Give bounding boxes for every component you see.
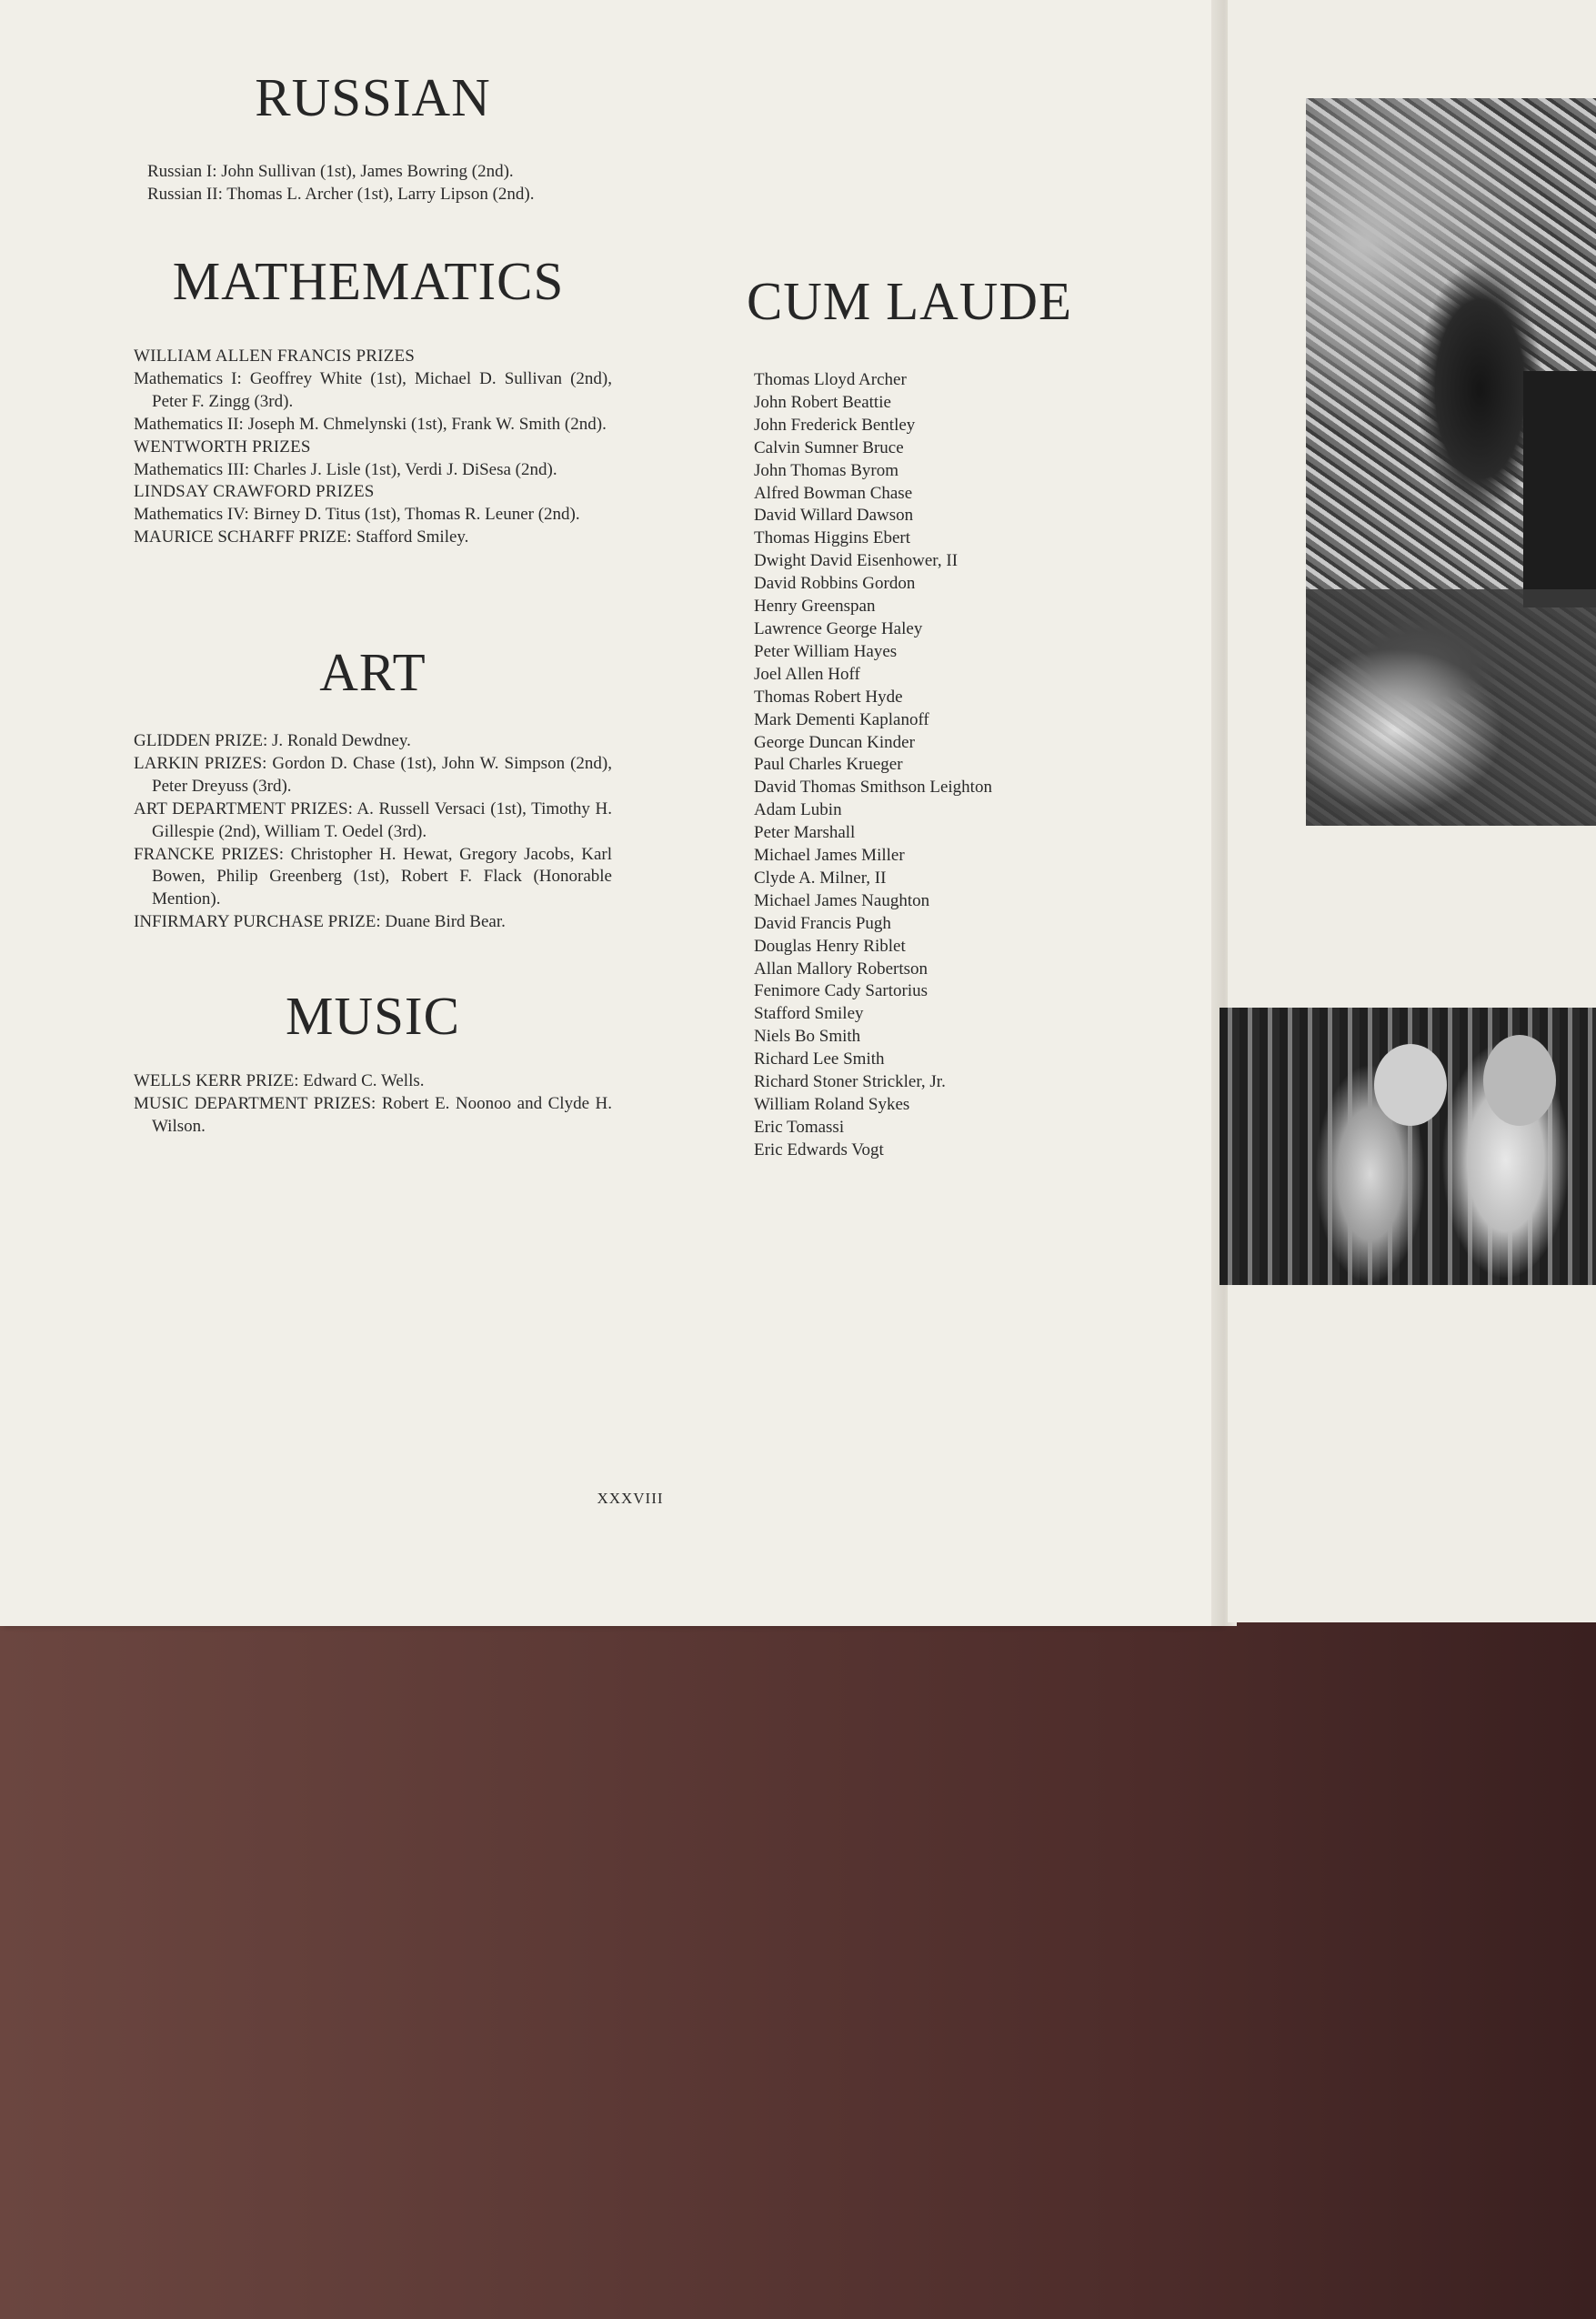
cum-laude-name: David Willard Dawson — [754, 506, 914, 526]
cum-laude-name: David Robbins Gordon — [754, 574, 916, 594]
crowd-shape — [1306, 589, 1596, 826]
cum-laude-list — [754, 369, 992, 1162]
podium-shape — [1523, 371, 1596, 607]
prize-entry: FRANCKE PRIZES: Christopher H. Hewat, Gregory Jacobs, Karl Bowen, Philip Greenberg (1st), Robert F. Flack (Honorable Mention). — [134, 844, 612, 909]
prize-entry: Mathematics I: Geoffrey White (1st), Michael D. Sullivan (2nd), Peter F. Zingg (3rd). — [134, 368, 612, 411]
art-heading: ART — [319, 642, 427, 702]
prize-title: LINDSAY CRAWFORD PRIZES — [134, 482, 375, 502]
cum-laude-name: Richard Stoner Strickler, Jr. — [754, 1072, 946, 1092]
cum-laude-name: Peter Marshall — [754, 823, 856, 843]
music-section — [134, 1070, 612, 1139]
cum-laude-name: William Roland Sykes — [754, 1095, 910, 1114]
cum-laude-name: Lawrence George Haley — [754, 618, 923, 638]
cum-laude-name: Eric Edwards Vogt — [754, 1139, 884, 1160]
cum-laude-name: Henry Greenspan — [754, 597, 876, 617]
russian-section — [147, 161, 620, 206]
prize-entry: WELLS KERR PRIZE: Edward C. Wells. — [134, 1071, 425, 1090]
russian-line: Russian I: John Sullivan (1st), James Bowring (2nd). — [147, 162, 514, 181]
cum-laude-name: Fenimore Cady Sartorius — [754, 981, 928, 1001]
cum-laude-name: Richard Lee Smith — [754, 1049, 885, 1069]
cum-laude-name: John Thomas Byrom — [754, 460, 899, 480]
ceremony-photo — [1306, 98, 1596, 826]
cum-laude-name: Thomas Robert Hyde — [754, 687, 903, 707]
dancer-shape — [1374, 1044, 1447, 1126]
prize-entry: Mathematics III: Charles J. Lisle (1st), Verdi J. DiSesa (2nd). — [134, 459, 557, 479]
prize-entry: GLIDDEN PRIZE: J. Ronald Dewdney. — [134, 731, 411, 750]
cum-laude-name: Thomas Higgins Ebert — [754, 528, 911, 548]
prize-entry: Mathematics IV: Birney D. Titus (1st), Thomas R. Leuner (2nd). — [134, 505, 580, 525]
prize-entry: INFIRMARY PURCHASE PRIZE: Duane Bird Bear. — [134, 912, 506, 932]
page-number: XXXVIII — [597, 1490, 664, 1507]
cum-laude-name: Michael James Miller — [754, 846, 905, 866]
cum-laude-name: John Robert Beattie — [754, 392, 891, 412]
dancer-shape — [1483, 1035, 1556, 1126]
cum-laude-name: Michael James Naughton — [754, 890, 930, 910]
cum-laude-name: David Francis Pugh — [754, 913, 891, 933]
cum-laude-name: Allan Mallory Robertson — [754, 959, 928, 979]
prize-title: WILLIAM ALLEN FRANCIS PRIZES — [134, 346, 416, 366]
cum-laude-name: Mark Dementi Kaplanoff — [754, 709, 929, 729]
cum-laude-name: David Thomas Smithson Leighton — [754, 778, 992, 798]
cum-laude-name: Niels Bo Smith — [754, 1027, 861, 1047]
mathematics-heading: MATHEMATICS — [172, 251, 565, 311]
cum-laude-name: Thomas Lloyd Archer — [754, 370, 907, 389]
cum-laude-name: Alfred Bowman Chase — [754, 483, 913, 503]
cum-laude-name: Eric Tomassi — [754, 1117, 845, 1137]
cum-laude-name: Douglas Henry Riblet — [754, 936, 906, 956]
cum-laude-name: Clyde A. Milner, II — [754, 868, 887, 888]
cum-laude-name: Dwight David Eisenhower, II — [754, 551, 959, 571]
music-heading: MUSIC — [286, 986, 460, 1046]
russian-heading: RUSSIAN — [255, 67, 491, 127]
cum-laude-name: Paul Charles Krueger — [754, 755, 903, 775]
cum-laude-name: Adam Lubin — [754, 800, 842, 820]
prize-entry: Mathematics II: Joseph M. Chmelynski (1st), Frank W. Smith (2nd). — [134, 414, 607, 434]
cum-laude-name: John Frederick Bentley — [754, 415, 916, 435]
cum-laude-name: George Duncan Kinder — [754, 732, 915, 752]
cum-laude-name: Calvin Sumner Bruce — [754, 437, 904, 457]
dance-photo — [1220, 1008, 1596, 1285]
cum-laude-heading: CUM LAUDE — [746, 271, 1073, 331]
cum-laude-name: Stafford Smiley — [754, 1004, 864, 1024]
art-section — [134, 730, 612, 934]
mathematics-section — [134, 346, 612, 549]
russian-line: Russian II: Thomas L. Archer (1st), Larry Lipson (2nd). — [147, 184, 535, 204]
cum-laude-name: Joel Allen Hoff — [754, 664, 860, 684]
prize-entry: LARKIN PRIZES: Gordon D. Chase (1st), John W. Simpson (2nd), Peter Dreyuss (3rd). — [134, 753, 612, 796]
prize-entry: ART DEPARTMENT PRIZES: A. Russell Versaci (1st), Timothy H. Gillespie (2nd), William T. Oedel (3rd). — [134, 798, 612, 841]
prize-entry: MAURICE SCHARFF PRIZE: Stafford Smiley. — [134, 527, 469, 547]
prize-entry: MUSIC DEPARTMENT PRIZES: Robert E. Noonoo and Clyde H. Wilson. — [134, 1093, 612, 1136]
prize-title: WENTWORTH PRIZES — [134, 437, 311, 457]
cum-laude-name: Peter William Hayes — [754, 641, 898, 661]
